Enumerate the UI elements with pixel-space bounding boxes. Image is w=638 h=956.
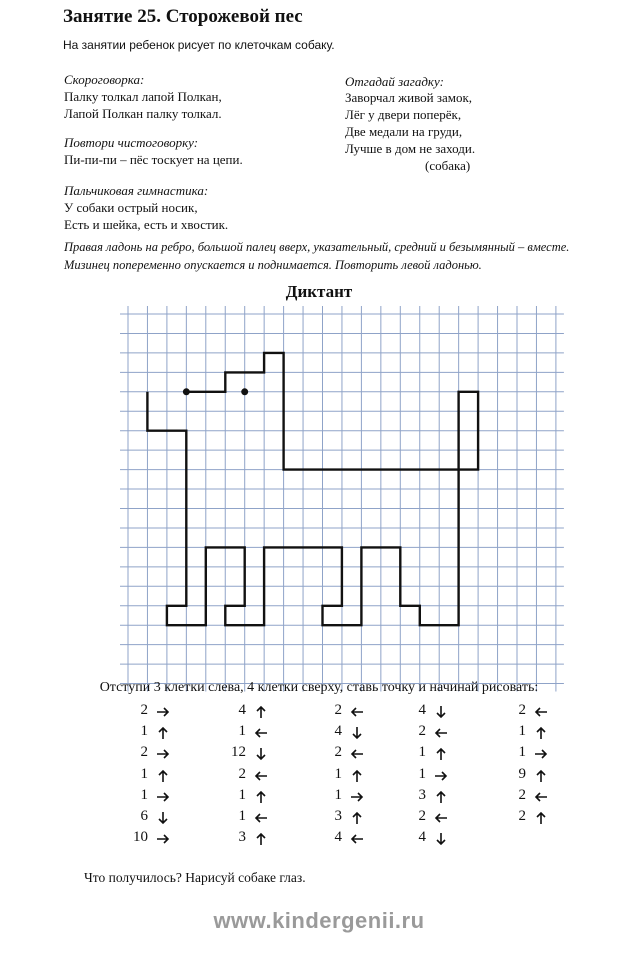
arrow-up-icon xyxy=(156,769,170,783)
dictation-step xyxy=(120,744,178,764)
dictation-step xyxy=(498,723,556,743)
finger-gym-line: У собаки острый носик, xyxy=(64,200,198,215)
step-count: 1 xyxy=(140,786,148,803)
arrow-left-icon xyxy=(534,705,548,719)
step-count: 2 xyxy=(238,765,246,782)
arrow-left-icon xyxy=(534,790,548,804)
step-count: 2 xyxy=(140,702,148,718)
arrow-up-icon xyxy=(534,769,548,783)
arrow-up-icon xyxy=(156,726,170,740)
step-count: 4 xyxy=(418,829,426,846)
start-point xyxy=(183,388,190,395)
step-count: 2 xyxy=(418,723,426,740)
arrow-up-icon xyxy=(254,790,268,804)
arrow-right-icon xyxy=(156,790,170,804)
step-count: 2 xyxy=(418,808,426,824)
dictation-step xyxy=(398,829,456,849)
dictation-step xyxy=(398,808,456,828)
tongue-twister-label: Скороговорка: xyxy=(64,72,145,87)
step-count: 1 xyxy=(238,786,246,803)
step-count: 4 xyxy=(334,723,342,740)
dictation-title: Диктант xyxy=(285,282,353,301)
dog-eye xyxy=(241,388,248,395)
dictation-step xyxy=(314,829,372,849)
arrow-down-icon xyxy=(350,726,364,740)
dictation-step xyxy=(314,766,372,786)
step-count: 2 xyxy=(334,702,342,718)
dictation-step xyxy=(218,702,276,722)
step-count: 1 xyxy=(418,765,426,782)
arrow-left-icon xyxy=(254,769,268,783)
dictation-step xyxy=(398,787,456,807)
step-count: 12 xyxy=(231,744,246,761)
dictation-step xyxy=(218,766,276,786)
arrow-right-icon xyxy=(156,832,170,846)
step-count: 9 xyxy=(518,765,526,782)
arrow-up-icon xyxy=(254,705,268,719)
riddle-label: Отгадай загадку: xyxy=(345,74,444,89)
arrow-left-icon xyxy=(254,726,268,740)
dictation-step xyxy=(398,702,456,722)
step-count: 2 xyxy=(518,702,526,718)
dictation-step xyxy=(218,723,276,743)
arrow-right-icon xyxy=(156,705,170,719)
page-subtitle: На занятии ребенок рисует по клеточкам собаку. xyxy=(63,38,335,52)
arrow-left-icon xyxy=(434,811,448,825)
riddle-line: Лёг у двери поперёк, xyxy=(345,107,462,122)
dictation-step xyxy=(498,787,556,807)
dictation-step xyxy=(498,766,556,786)
tongue-twister-line: Палку толкал лапой Полкан, xyxy=(64,89,222,104)
step-count: 3 xyxy=(238,829,246,846)
arrow-right-icon xyxy=(350,790,364,804)
riddle-line: Лучше в дом не заходи. xyxy=(345,141,476,156)
arrow-right-icon xyxy=(534,747,548,761)
dictation-instruction: Отступи 3 клетки слева, 4 клетки сверху, ставь точку и начинай рисовать: xyxy=(99,680,539,695)
step-count: 2 xyxy=(334,744,342,761)
dictation-step xyxy=(498,702,556,722)
step-count: 2 xyxy=(518,808,526,824)
arrow-down-icon xyxy=(254,747,268,761)
dictation-step xyxy=(120,787,178,807)
tongue-twister-line: Лапой Полкан палку толкал. xyxy=(64,106,222,121)
arrow-up-icon xyxy=(534,726,548,740)
arrow-down-icon xyxy=(434,832,448,846)
final-question: Что получилось? Нарисуй собаке глаз. xyxy=(84,870,306,885)
arrow-up-icon xyxy=(534,811,548,825)
step-count: 3 xyxy=(334,808,342,824)
finger-gym-label: Пальчиковая гимнастика: xyxy=(64,183,209,198)
arrow-up-icon xyxy=(254,832,268,846)
arrow-up-icon xyxy=(350,811,364,825)
dictation-step xyxy=(218,829,276,849)
step-count: 1 xyxy=(334,786,342,803)
riddle-line: Заворчал живой замок, xyxy=(345,90,473,105)
dictation-step xyxy=(498,744,556,764)
arrow-up-icon xyxy=(350,769,364,783)
clean-speech-label: Повтори чистоговорку: xyxy=(64,135,199,150)
step-count: 1 xyxy=(140,723,148,740)
dictation-step xyxy=(314,702,372,722)
dictation-step xyxy=(120,702,178,722)
dictation-step xyxy=(398,744,456,764)
dictation-step xyxy=(120,808,178,828)
dictation-step xyxy=(218,744,276,764)
arrow-right-icon xyxy=(156,747,170,761)
arrow-down-icon xyxy=(434,705,448,719)
dictation-step xyxy=(398,766,456,786)
arrow-right-icon xyxy=(434,769,448,783)
step-count: 10 xyxy=(133,829,148,846)
step-count: 1 xyxy=(238,723,246,740)
step-count: 4 xyxy=(418,702,426,718)
arrow-left-icon xyxy=(434,726,448,740)
step-count: 1 xyxy=(334,765,342,782)
dictation-step xyxy=(498,808,556,828)
gymnastics-note: Правая ладонь на ребро, большой палец вверх, указательный, средний и безымянный – вместе. Мизинец попеременно опускается и поднимается. Повторить левой ладонью. xyxy=(64,240,570,272)
dictation-step xyxy=(120,766,178,786)
dictation-step xyxy=(314,723,372,743)
riddle-line: Две медали на груди, xyxy=(345,124,463,139)
site-watermark: www.kindergenii.ru xyxy=(213,908,425,933)
arrow-left-icon xyxy=(254,811,268,825)
dictation-step xyxy=(218,787,276,807)
step-count: 4 xyxy=(238,702,246,718)
step-count: 1 xyxy=(140,765,148,782)
dictation-step xyxy=(120,829,178,849)
step-count: 6 xyxy=(140,808,148,824)
finger-gym-line: Есть и шейка, есть и хвостик. xyxy=(64,217,229,232)
step-count: 2 xyxy=(518,786,526,803)
dictation-step xyxy=(314,787,372,807)
step-count: 1 xyxy=(518,744,526,761)
step-count: 1 xyxy=(418,744,426,761)
arrow-left-icon xyxy=(350,705,364,719)
dictation-step xyxy=(314,808,372,828)
step-count: 3 xyxy=(418,786,426,803)
step-count: 4 xyxy=(334,829,342,846)
step-count: 1 xyxy=(518,723,526,740)
arrow-left-icon xyxy=(350,747,364,761)
arrow-left-icon xyxy=(350,832,364,846)
arrow-up-icon xyxy=(434,747,448,761)
step-count: 2 xyxy=(140,744,148,761)
arrow-down-icon xyxy=(156,811,170,825)
clean-speech-line: Пи-пи-пи – пёс тоскует на цепи. xyxy=(64,152,243,167)
page-title: Занятие 25. Сторожевой пес xyxy=(63,6,303,27)
step-count: 1 xyxy=(238,808,246,824)
dictation-step xyxy=(398,723,456,743)
dictation-step xyxy=(218,808,276,828)
dictation-step xyxy=(120,723,178,743)
riddle-answer: (собака) xyxy=(425,158,471,173)
arrow-up-icon xyxy=(434,790,448,804)
dictation-step xyxy=(314,744,372,764)
